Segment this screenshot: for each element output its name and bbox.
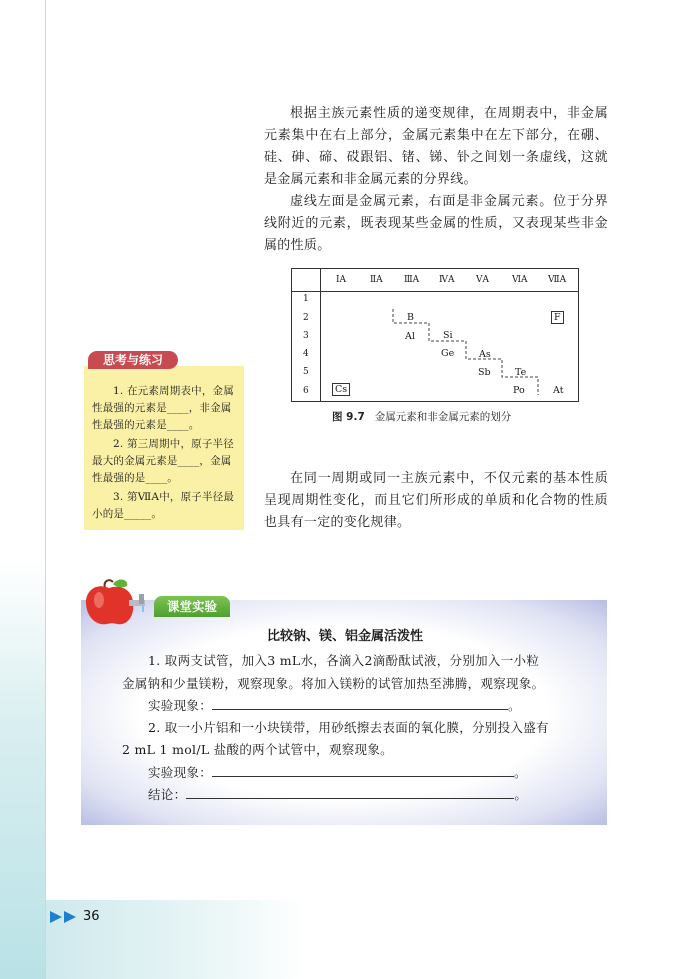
period-mark: 。: [508, 698, 521, 713]
conclusion-label: 结论：: [148, 787, 187, 802]
figure-number: 图 9.7: [332, 411, 365, 423]
step2-line2: 2 mL 1 mol/L 盐酸的两个试管中，观察现象。: [122, 742, 393, 757]
group-label: ⅦA: [548, 275, 567, 285]
figure-caption-text: 金属元素和非金属元素的划分: [374, 411, 512, 423]
observation-label: 实验现象：: [148, 698, 213, 713]
period-label: 6: [303, 386, 309, 396]
step1-line2: 金属钠和少量镁粉，观察现象。将加入镁粉的试管加热至沸腾，观察现象。: [122, 676, 545, 691]
period-label: 4: [303, 349, 309, 359]
experiment-tab-label: 课堂实验: [154, 596, 230, 617]
element-Po: Po: [513, 385, 525, 396]
observation-blank[interactable]: [212, 764, 514, 777]
element-Al: Al: [405, 331, 415, 342]
period-label: 3: [303, 331, 309, 341]
group-label: ⅢA: [404, 275, 420, 285]
element-Cs: Cs: [332, 383, 350, 396]
observation-row-1: [148, 696, 521, 716]
conclusion-row: [148, 785, 527, 805]
intro-paragraph-2: 虚线左面是金属元素，右面是非金属元素。位于分界线附近的元素，既表现某些金属的性质，又表现某些非金属的性质。: [264, 194, 608, 253]
element-Te: Te: [515, 367, 527, 378]
intro-paragraph-1: 根据主族元素性质的递变规律，在周期表中，非金属元素集中在右上部分，金属元素集中在左下部分，在硼、硅、砷、碲、砹跟铝、锗、锑、钋之间划一条虚线，这就是金属元素和非金属元素的分界线。: [264, 106, 608, 187]
period-label: 5: [303, 367, 309, 377]
periodic-table-figure: [291, 268, 579, 402]
element-Si: Si: [443, 330, 453, 341]
apple-faucet-icon: [83, 578, 155, 630]
think-question-1: 1. 在元素周期表中，金属性最强的元素是____，非金属性最强的元素是____。: [92, 385, 234, 431]
think-question-3: 3. 第ⅦA中，原子半径最小的是_____。: [92, 491, 235, 520]
element-Sb: Sb: [478, 367, 491, 378]
group-label: ⅠA: [336, 275, 347, 285]
page-number: 36: [83, 909, 100, 924]
group-label: ⅤA: [476, 275, 489, 285]
period-label: 2: [303, 313, 309, 323]
period-label: 1: [303, 294, 309, 304]
double-arrow-icon: [50, 911, 80, 923]
element-At: At: [553, 385, 564, 396]
group-label: ⅣA: [439, 275, 455, 285]
observation-label: 实验现象：: [148, 765, 213, 780]
period-mark: 。: [514, 765, 527, 780]
element-Ge: Ge: [441, 348, 455, 359]
observation-blank[interactable]: [212, 697, 508, 710]
period-mark: 。: [514, 787, 528, 802]
observation-row-2: [148, 763, 527, 783]
periodic-trend-paragraph: 在同一周期或同一主族元素中，不仅元素的基本性质呈现周期性变化，而且它们所形成的单质和化合物的性质也具有一定的变化规律。: [264, 471, 608, 530]
experiment-title: 比较钠、镁、铝金属活泼性: [266, 629, 423, 644]
think-question-2: 2. 第三周期中，原子半径最大的金属元素是____，金属性最强的是____。: [92, 438, 234, 484]
metal-nonmetal-boundary-line: [292, 269, 578, 401]
element-F: F: [551, 311, 564, 324]
step2-line1: 2. 取一小片铝和一小块镁带，用砂纸擦去表面的氧化膜，分别投入盛有: [148, 720, 549, 735]
left-margin-wash: [0, 560, 45, 979]
group-label: ⅥA: [512, 275, 528, 285]
step1-line1: 1. 取两支试管，加入3 mL水，各滴入2滴酚酞试液，分别加入一小粒: [148, 653, 540, 668]
think-practice-title: 思考与练习: [88, 351, 178, 369]
conclusion-blank[interactable]: [186, 786, 514, 799]
group-label: ⅡA: [370, 275, 383, 285]
figure-caption: [332, 409, 511, 424]
element-As: As: [479, 349, 491, 360]
element-B: B: [407, 312, 414, 323]
